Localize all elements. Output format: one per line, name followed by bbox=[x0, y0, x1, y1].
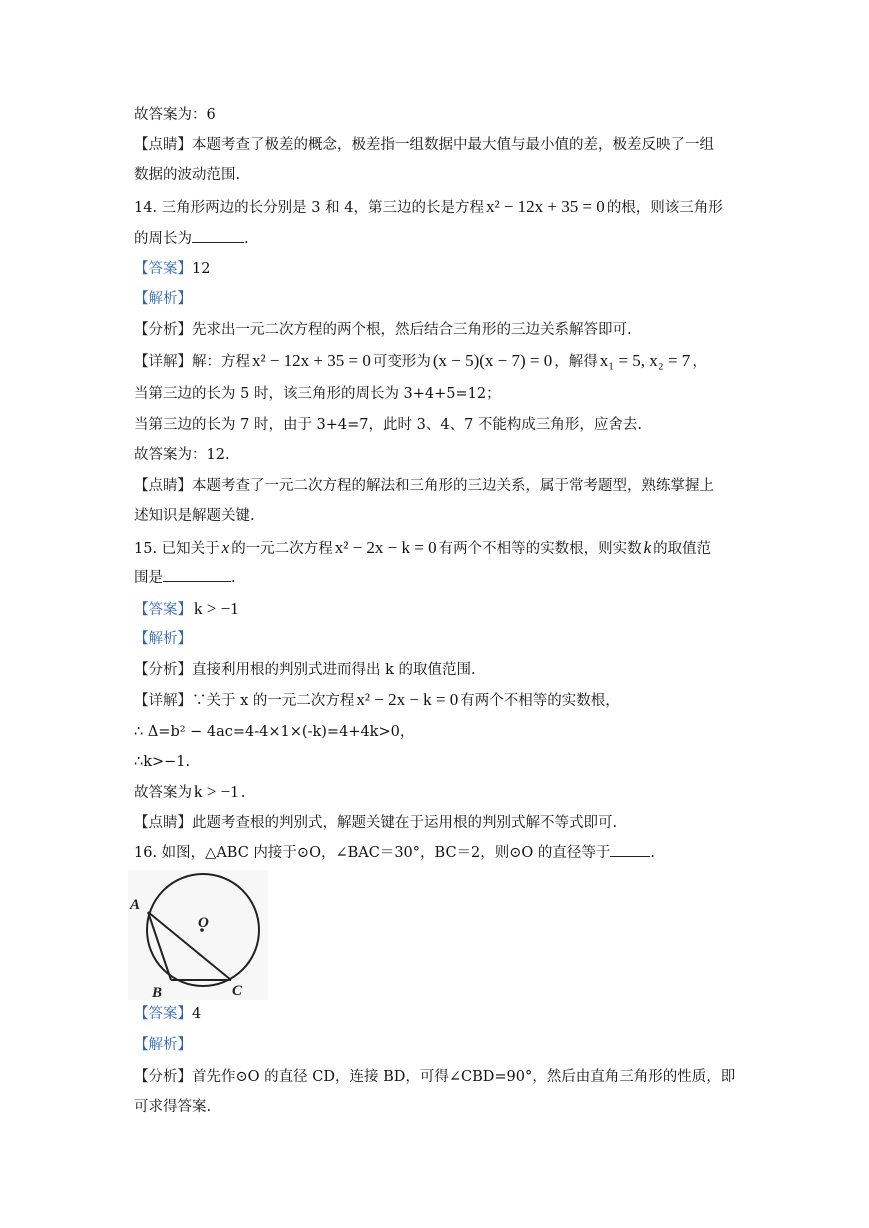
answer-conclusion: 故答案为：6 bbox=[134, 107, 216, 123]
label-o: O bbox=[198, 915, 209, 931]
comment-tag: 【点睛】 bbox=[134, 137, 192, 153]
analysis-line: 【分析】先求出一元二次方程的两个根，然后结合三角形的三边关系解答即可. bbox=[134, 322, 632, 338]
question-16: 16. 如图，△ABC 内接于⊙O，∠BAC＝30°，BC＝2，则⊙O 的直径等于 . bbox=[134, 842, 655, 864]
comment-continuation: 述知识是解题关键. bbox=[134, 508, 255, 524]
comment-block: 【点睛】本题考查了一元二次方程的解法和三角形的三边关系，属于常考题型，熟练掌握上 bbox=[134, 478, 714, 494]
roots: x₁ = 5, x₂ = 7 bbox=[599, 351, 691, 370]
analysis-heading: 【解析】 bbox=[134, 1037, 192, 1053]
answer-conclusion: 故答案为 k > −1 . bbox=[134, 782, 246, 801]
circle-figure bbox=[128, 870, 268, 1004]
answer-line: 【答案】 k > −1 bbox=[134, 599, 239, 618]
discriminant-line: ∴ Δ=b² − 4ac=4-4×1×(-k)=4+4k>0， bbox=[134, 724, 415, 740]
question-15-continuation: 围是 . bbox=[134, 567, 236, 589]
answer-value: 12 bbox=[192, 261, 211, 277]
question-14-continuation: 的周长为 . bbox=[134, 228, 249, 250]
label-a: A bbox=[130, 897, 141, 913]
detail-case-5: 当第三边的长为 5 时，该三角形的周长为 3+4+5=12； bbox=[134, 386, 501, 402]
answer-value: k > −1 bbox=[194, 599, 239, 618]
comment-continuation: 数据的波动范围. bbox=[134, 167, 241, 183]
detail-line: 【详解】解：方程 x² − 12x + 35 = 0 可变形为 (x − 5)(x − 7) = 0 ，解得 x₁ = 5, x₂ = 7 ， bbox=[134, 351, 707, 370]
comment-block: 【点睛】此题考查根的判别式，解题关键在于运用根的判别式解不等式即可. bbox=[134, 815, 618, 831]
answer-value: 4 bbox=[192, 1006, 202, 1022]
equation-factored: (x − 5)(x − 7) = 0 bbox=[432, 351, 553, 370]
question-14: 14. 三角形两边的长分别是 3 和 4，第三边的长是方程 x² − 12x + 35 = 0 的根，则该三角形 bbox=[134, 197, 723, 216]
equation: x² − 12x + 35 = 0 bbox=[485, 197, 605, 216]
label-b: B bbox=[152, 985, 163, 1000]
question-15: 15. 已知关于 x 的一元二次方程 x² − 2x − k = 0 有两个不相等的实数根，则实数 k 的取值范 bbox=[134, 538, 712, 557]
answer-line bbox=[134, 258, 210, 280]
detail-line: 【详解】∵关于 x 的一元二次方程 x² − 2x − k = 0 有两个不相等的实数根， bbox=[134, 690, 620, 709]
analysis-heading: 【解析】 bbox=[134, 631, 192, 647]
answer-tag: 【答案】 bbox=[134, 261, 192, 277]
answer-line: 【答案】4 bbox=[134, 1006, 202, 1022]
answer-blank bbox=[192, 228, 244, 243]
analysis-line: 【分析】首先作⊙O 的直径 CD，连接 BD，可得∠CBD=90°，然后由直角三角形的性质，即 bbox=[134, 1069, 736, 1085]
answer-conclusion: 故答案为：12. bbox=[134, 447, 230, 463]
analysis-line: 【分析】直接利用根的判别式进而得出 k 的取值范围. bbox=[134, 662, 476, 678]
comment-text: 本题考查了极差的概念，极差指一组数据中最大值与最小值的差，极差反映了一组 bbox=[192, 137, 714, 153]
inequality-line: ∴k>−1. bbox=[134, 754, 191, 770]
equation: x² − 2x − k = 0 bbox=[356, 690, 459, 709]
equation: x² − 2x − k = 0 bbox=[334, 538, 437, 557]
equation: x² − 12x + 35 = 0 bbox=[252, 351, 371, 370]
inscribed-triangle-diagram bbox=[128, 870, 268, 1000]
comment-block bbox=[134, 134, 714, 156]
answer-blank bbox=[163, 567, 231, 582]
analysis-continuation: 可求得答案. bbox=[134, 1099, 212, 1115]
answer-blank bbox=[610, 842, 650, 857]
detail-case-7: 当第三边的长为 7 时，由于 3+4=7，此时 3、4、7 不能构成三角形，应舍去. bbox=[134, 417, 643, 433]
analysis-heading: 【解析】 bbox=[134, 291, 192, 307]
label-c: C bbox=[232, 983, 243, 999]
